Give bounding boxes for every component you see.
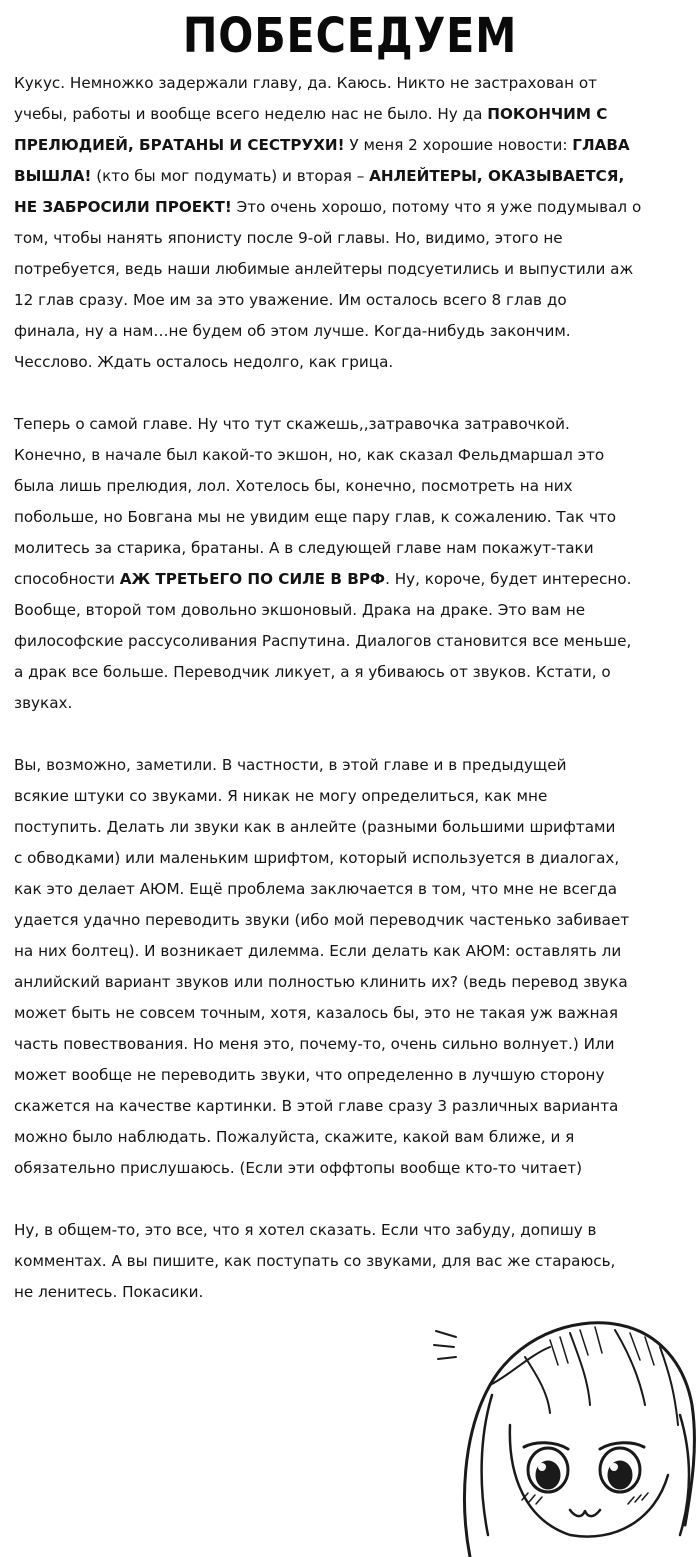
- text-line: [14, 843, 690, 874]
- text-run: с обводками) или маленьким шрифтом, который используется в диалогах,: [14, 849, 620, 867]
- text-run: Вообще, второй том довольно экшоновый. Драка на драке. Это вам не: [14, 601, 586, 619]
- text-run: скажется на качестве картинки. В этой главе сразу 3 различных варианта: [14, 1097, 619, 1115]
- emphasis-text: ГЛАВА: [572, 136, 630, 154]
- anime-girl-illustration-icon: [430, 1285, 700, 1557]
- text-line: [14, 905, 690, 936]
- text-line: [14, 688, 690, 719]
- text-run: всякие штуки со звуками. Я никак не могу определиться, как мне: [14, 787, 548, 805]
- text-run: комментах. А вы пишите, как поступать со звуками, для вас же стараюсь,: [14, 1252, 616, 1270]
- text-line: [14, 254, 690, 285]
- text-run: Ну, в общем-то, это все, что я хотел сказать. Если что забуду, допишу в: [14, 1221, 597, 1239]
- text-run: учебы, работы и вообще всего неделю нас не было. Ну да: [14, 105, 488, 123]
- text-run: потребуется, ведь наши любимые анлейтеры подсуетились и выпустили аж: [14, 260, 634, 278]
- text-line: [14, 347, 690, 378]
- text-run: удается удачно переводить звуки (ибо мой переводчик частенько забивает: [14, 911, 630, 929]
- emphasis-text: ВЫШЛА!: [14, 167, 92, 185]
- text-line: [14, 1153, 690, 1184]
- text-run: (кто бы мог подумать) и вторая –: [91, 167, 370, 185]
- text-line: [14, 874, 690, 905]
- text-line: [14, 440, 690, 471]
- text-line: [14, 316, 690, 347]
- text-line: [14, 595, 690, 626]
- text-run: способности: [14, 570, 120, 588]
- text-line: [14, 1246, 690, 1277]
- text-line: [14, 502, 690, 533]
- text-line: [14, 750, 690, 781]
- text-run: может вообще не переводить звуки, что определенно в лучшую сторону: [14, 1066, 605, 1084]
- text-run: У меня 2 хорошие новости:: [344, 136, 573, 154]
- text-run: часть повествования. Но меня это, почему-то, очень сильно волнует.) Или: [14, 1035, 615, 1053]
- text-run: том, чтобы нанять японисту после 9-ой главы. Но, видимо, этого не: [14, 229, 563, 247]
- text-line: [14, 409, 690, 440]
- text-run: анлийский вариант звуков или полностью клинить их? (ведь перевод звука: [14, 973, 628, 991]
- text-run: . Ну, короче, будет интересно.: [385, 570, 632, 588]
- text-line: [14, 564, 690, 595]
- text-line: [14, 1029, 690, 1060]
- text-run: Вы, возможно, заметили. В частности, в этой главе и в предыдущей: [14, 756, 567, 774]
- text-run: обязательно прислушаюсь. (Если эти оффтопы вообще кто-то читает): [14, 1159, 583, 1177]
- text-line: [14, 471, 690, 502]
- text-run: побольше, но Бовгана мы не увидим еще пару глав, к сожалению. Так что: [14, 508, 617, 526]
- text-line: [14, 68, 690, 99]
- article-body: [14, 68, 690, 1339]
- text-line: [14, 1215, 690, 1246]
- text-line: [14, 533, 690, 564]
- text-run: Кукус. Немножко задержали главу, да. Каюсь. Никто не застрахован от: [14, 74, 597, 92]
- emphasis-text: НЕ ЗАБРОСИЛИ ПРОЕКТ!: [14, 198, 232, 216]
- text-line: [14, 223, 690, 254]
- text-run: а драк все больше. Переводчик ликует, а я убиваюсь от звуков. Кстати, о: [14, 663, 611, 681]
- text-run: финала, ну а нам…не будем об этом лучше. Когда-нибудь закончим.: [14, 322, 571, 340]
- text-run: на них болтец). И возникает дилемма. Если делать как АЮМ: оставлять ли: [14, 942, 622, 960]
- emphasis-text: АНЛЕЙТЕРЫ, ОКАЗЫВАЕТСЯ,: [369, 167, 625, 185]
- text-line: [14, 998, 690, 1029]
- text-run: молитесь за старика, братаны. А в следующей главе нам покажут-таки: [14, 539, 594, 557]
- paragraph: [14, 68, 690, 378]
- text-run: была лишь прелюдия, лол. Хотелось бы, конечно, посмотреть на них: [14, 477, 573, 495]
- text-line: [14, 812, 690, 843]
- text-line: [14, 781, 690, 812]
- emphasis-text: АЖ ТРЕТЬЕГО ПО СИЛЕ В ВРФ: [119, 570, 386, 588]
- text-run: Конечно, в начале был какой-то экшон, но, как сказал Фельдмаршал это: [14, 446, 605, 464]
- text-line: [14, 936, 690, 967]
- text-run: философские рассусоливания Распутина. Диалогов становится все меньше,: [14, 632, 632, 650]
- text-line: [14, 1091, 690, 1122]
- emphasis-text: ПОКОНЧИМ С: [487, 105, 608, 123]
- text-line: [14, 967, 690, 998]
- text-line: [14, 161, 690, 192]
- text-line: [14, 657, 690, 688]
- text-run: звуках.: [14, 694, 73, 712]
- text-run: 12 глав сразу. Мое им за это уважение. Им осталось всего 8 глав до: [14, 291, 567, 309]
- text-run: может быть не совсем точным, хотя, казалось бы, это не такая уж важная: [14, 1004, 618, 1022]
- paragraph: [14, 750, 690, 1184]
- text-run: можно было наблюдать. Пожалуйста, скажите, какой вам ближе, и я: [14, 1128, 575, 1146]
- text-line: [14, 285, 690, 316]
- text-run: Теперь о самой главе. Ну что тут скажешь,,затравочка затравочкой.: [14, 415, 570, 433]
- text-line: [14, 1060, 690, 1091]
- text-line: [14, 99, 690, 130]
- page-title: ПОБЕСЕДУЕМ: [182, 8, 518, 64]
- text-run: поступить. Делать ли звуки как в анлейте (разными большими шрифтами: [14, 818, 616, 836]
- text-line: [14, 1122, 690, 1153]
- paragraph: [14, 409, 690, 719]
- text-line: [14, 130, 690, 161]
- emphasis-text: ПРЕЛЮДИЕЙ, БРАТАНЫ И СЕСТРУХИ!: [14, 136, 345, 154]
- text-line: [14, 626, 690, 657]
- text-run: Это очень хорошо, потому что я уже подумывал о: [231, 198, 642, 216]
- text-run: не ленитесь. Покасики.: [14, 1283, 204, 1301]
- text-line: [14, 192, 690, 223]
- text-run: Чесслово. Ждать осталось недолго, как грица.: [14, 353, 394, 371]
- text-run: как это делает АЮМ. Ещё проблема заключается в том, что мне не всегда: [14, 880, 618, 898]
